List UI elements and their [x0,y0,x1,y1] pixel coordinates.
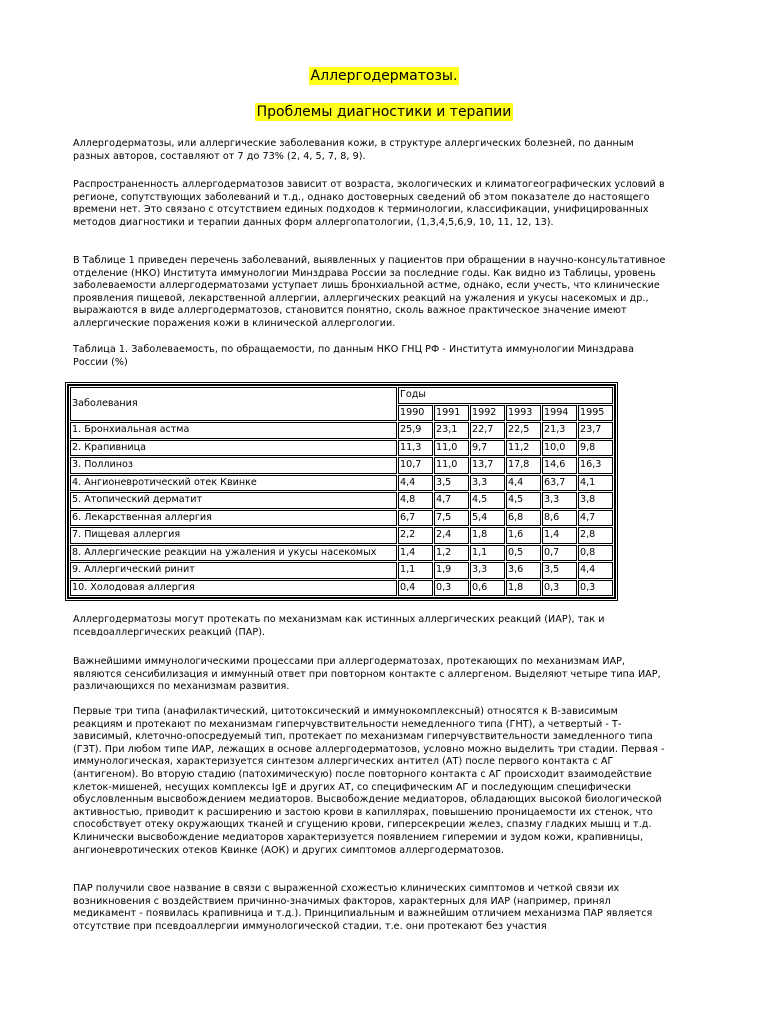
value-cell: 4,5 [506,492,541,509]
paragraph-par: ПАР получили свое название в связи с выраженной схожестью клинических симптомов и четкой связи их возникновения с воздействием причинно-значимых факторов, характерных для ИАР (например, принял медикамент - появилась крапивница и т.д.). Принципиальным и важнейшим отличием механизма ПАР является отсутствие при псевдоаллергии иммунологической стадии, т.е. они протекают без участия [73,883,653,932]
document-title [0,67,768,85]
value-cell: 9,8 [578,440,613,457]
header-years: Годы [398,387,613,404]
value-cell: 0,7 [542,545,577,562]
value-cell: 5,4 [470,510,505,527]
paragraph-intro: Аллергодерматозы, или аллергические заболевания кожи, в структуре аллергических болезней, по данным разных авторов, составляют от 7 до 73% (2, 4, 5, 7, 8, 9). [73,138,634,162]
table-body [70,422,613,596]
value-cell: 22,7 [470,422,505,439]
paragraph-mechanisms: Аллергодерматозы могут протекать по механизмам как истинных аллергических реакций (ИАР), так и псевдоаллергических реакций (ПАР). [73,614,605,638]
value-cell: 4,4 [578,562,613,579]
disease-name-cell: 3. Поллиноз [70,457,397,474]
value-cell: 10,0 [542,440,577,457]
value-cell: 14,6 [542,457,577,474]
disease-name-cell: 1. Бронхиальная астма [70,422,397,439]
value-cell: 3,5 [542,562,577,579]
disease-name-cell: 5. Атопический дерматит [70,492,397,509]
value-cell: 23,1 [434,422,469,439]
value-cell: 6,8 [506,510,541,527]
value-cell: 4,5 [470,492,505,509]
value-cell: 4,7 [434,492,469,509]
paragraph-types: Первые три типа (анафилактический, цитотоксический и иммунокомплексный) относятся к В-зависимым реакциям и протекают по механизмам гиперчувствительности немедленного типа (ГНТ), а четвертый - Т-зависимый, клеточно-опосредуемый тип, протекает по механизмам гиперчувствительности замедленного типа (ГЗТ). При любом типе ИАР, лежащих в основе аллергодерматозов, условно можно выделить три стадии. Первая - иммунологическая, характеризуется синтезом аллергических антител (АТ) после первого контакта с АГ (антигеном). Во вторую стадию (патохимическую) после повторного контакта с АГ происходит взаимодействие клеток-мишеней, несущих комплексы IgE и других АТ, со специфическим АГ и последующим специфически обусловленным высвобождением медиаторов. Высвобождение медиаторов, обладающих высокой биологической активностью, приводит к расширению и застою крови в капиллярах, повышению проницаемости их стенок, что способствует отеку окружающих тканей и сгущению крови, гиперсекреции желез, спазму гладких мышц и т.д. Клинически высвобождение медиаторов характеризуется появлением гиперемии и зудом кожи, крапивницы, ангионевротических отеков Квинке (АОК) и других симптомов аллергодерматозов. [73,706,665,856]
table-row [70,545,613,562]
value-cell: 2,2 [398,527,433,544]
value-cell: 16,3 [578,457,613,474]
disease-name-cell: 6. Лекарственная аллергия [70,510,397,527]
value-cell: 3,5 [434,475,469,492]
value-cell: 0,3 [434,580,469,597]
value-cell: 11,0 [434,440,469,457]
value-cell: 8,6 [542,510,577,527]
value-cell: 4,8 [398,492,433,509]
value-cell: 22,5 [506,422,541,439]
value-cell: 3,8 [578,492,613,509]
value-cell: 11,3 [398,440,433,457]
value-cell: 1,4 [542,527,577,544]
value-cell: 23,7 [578,422,613,439]
disease-name-cell: 10. Холодовая аллергия [70,580,397,597]
value-cell: 0,3 [542,580,577,597]
header-year: 1990 [398,405,433,422]
value-cell: 0,3 [578,580,613,597]
value-cell: 9,7 [470,440,505,457]
disease-name-cell: 2. Крапивница [70,440,397,457]
value-cell: 7,5 [434,510,469,527]
document-subtitle [0,103,768,121]
paragraph-table-intro: В Таблице 1 приведен перечень заболеваний, выявленных у пациентов при обращении в научно-консультативное отделение (НКО) Института иммунологии Минздрава России за последние годы. Как видно из Таблицы, уровень заболеваемости аллергодерматозами уступает лишь бронхиальной астме, однако, если учесть, что клинические проявления пищевой, лекарственной аллергии, аллергических реакций на ужаления и укусы насекомых и др., выражаются в виде аллергодерматозов, становится понятно, сколь важное практическое значение имеют аллергические поражения кожи в клинической аллергологии. [73,255,666,329]
value-cell: 2,4 [434,527,469,544]
paragraph-prevalence: Распространенность аллергодерматозов зависит от возраста, экологических и климатогеографических условий в регионе, сопутствующих заболеваний и т.д., однако достоверных сведений об этом показателе до настоящего времени нет. Это связано с отсутствием единых подходов к терминологии, классификации, унифицированных методов диагностики и терапии данных форм аллергопатологии, (1,3,4,5,6,9, 10, 11, 12, 13). [73,179,665,228]
title-text: Аллергодерматозы. [310,68,458,84]
value-cell: 1,1 [470,545,505,562]
header-year: 1993 [506,405,541,422]
value-cell: 1,4 [398,545,433,562]
header-disease: Заболевания [70,387,397,421]
value-cell: 1,6 [506,527,541,544]
value-cell: 1,1 [398,562,433,579]
value-cell: 4,7 [578,510,613,527]
table-header-row [70,387,613,404]
table-caption: Таблица 1. Заболеваемость, по обращаемости, по данным НКО ГНЦ РФ - Института иммунологии Минздрава России (%) [73,344,635,368]
disease-name-cell: 4. Ангионевротический отек Квинке [70,475,397,492]
value-cell: 0,8 [578,545,613,562]
table-row [70,440,613,457]
value-cell: 2,8 [578,527,613,544]
disease-name-cell: 7. Пищевая аллергия [70,527,397,544]
value-cell: 21,3 [542,422,577,439]
value-cell: 11,0 [434,457,469,474]
table-row [70,492,613,509]
table-row [70,510,613,527]
morbidity-table [67,384,616,599]
header-year: 1991 [434,405,469,422]
value-cell: 1,8 [470,527,505,544]
value-cell: 4,1 [578,475,613,492]
value-cell: 0,6 [470,580,505,597]
header-year: 1994 [542,405,577,422]
value-cell: 10,7 [398,457,433,474]
table-row [70,422,613,439]
disease-name-cell: 8. Аллергические реакции на ужаления и укусы насекомых [70,545,397,562]
subtitle-text: Проблемы диагностики и терапии [256,104,512,120]
value-cell: 1,2 [434,545,469,562]
value-cell: 3,3 [542,492,577,509]
table-row [70,457,613,474]
value-cell: 13,7 [470,457,505,474]
header-year: 1992 [470,405,505,422]
header-year: 1995 [578,405,613,422]
value-cell: 3,3 [470,475,505,492]
table-row [70,580,613,597]
value-cell: 6,7 [398,510,433,527]
table-row [70,527,613,544]
value-cell: 0,4 [398,580,433,597]
value-cell: 25,9 [398,422,433,439]
value-cell: 4,4 [506,475,541,492]
table-row [70,562,613,579]
paragraph-immunological: Важнейшими иммунологическими процессами при аллергодерматозах, протекающих по механизмам ИАР, являются сенсибилизация и иммунный ответ при повторном контакте с аллергеном. Выделяют четыре типа ИАР, различающихся по механизмам развития. [73,656,661,693]
value-cell: 0,5 [506,545,541,562]
value-cell: 1,9 [434,562,469,579]
value-cell: 4,4 [398,475,433,492]
table-row [70,475,613,492]
value-cell: 11,2 [506,440,541,457]
value-cell: 3,6 [506,562,541,579]
disease-name-cell: 9. Аллергический ринит [70,562,397,579]
value-cell: 3,3 [470,562,505,579]
value-cell: 1,8 [506,580,541,597]
value-cell: 63,7 [542,475,577,492]
value-cell: 17,8 [506,457,541,474]
